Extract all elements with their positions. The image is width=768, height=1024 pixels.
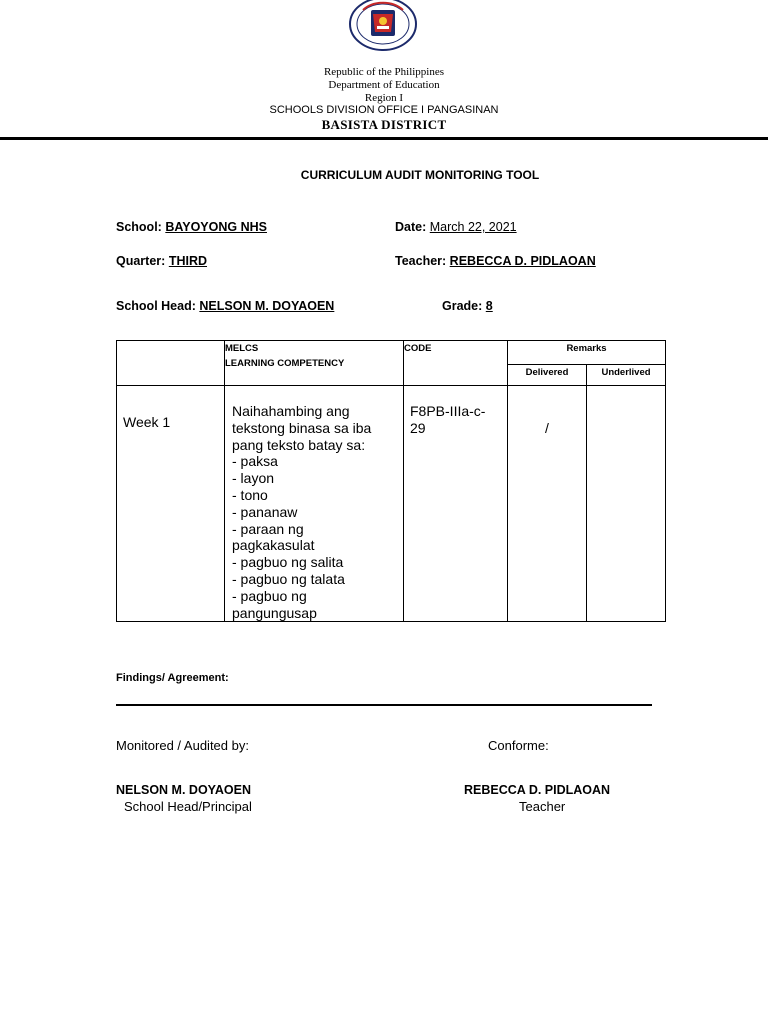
quarter-field <box>116 254 207 268</box>
competency-line: - pananaw <box>232 503 298 520</box>
competency-line: pang teksto batay sa: <box>232 436 366 453</box>
deped-seal <box>347 0 419 52</box>
header-code: CODE <box>404 341 508 386</box>
school-label: School: <box>116 220 162 234</box>
header-competency-label: LEARNING COMPETENCY <box>225 358 345 369</box>
competency-line: - layon <box>232 470 275 487</box>
findings-label: Findings/ Agreement: <box>116 672 229 684</box>
competency-line: pangungusap <box>232 604 317 621</box>
code-cell <box>404 386 508 622</box>
school-field <box>116 220 267 234</box>
header-remarks: Remarks <box>508 341 666 365</box>
grade-label: Grade: <box>442 299 483 313</box>
quarter-value: THIRD <box>168 254 208 268</box>
school-head-field <box>116 299 334 313</box>
teacher-field <box>395 254 596 268</box>
header-republic: Republic of the Philippines <box>323 66 445 78</box>
competency-line: - pagbuo ng salita <box>232 554 344 571</box>
competency-line: pagkakasulat <box>232 537 315 554</box>
header-district: BASISTA DISTRICT <box>321 117 447 132</box>
code-line: F8PB-IIIa-c- <box>410 403 486 419</box>
competency-line: tekstong binasa sa iba <box>232 419 372 436</box>
header-region: Region I <box>364 92 404 104</box>
competency-line: - pagbuo ng talata <box>232 570 345 587</box>
competency-line: Naihahambing ang <box>232 403 350 419</box>
competency-line: - paraan ng <box>232 520 304 537</box>
header-competency <box>225 341 404 386</box>
competency-line: - pagbuo ng <box>232 587 307 604</box>
date-label: Date: <box>395 220 427 234</box>
teacher-value: REBECCA D. PIDLAOAN <box>449 254 596 268</box>
header-melcs-label: MELCS <box>225 343 259 354</box>
date-value: March 22, 2021 <box>429 220 517 234</box>
competency-line: - tono <box>232 486 268 503</box>
header-divider <box>0 137 768 140</box>
header-division: SCHOOLS DIVISION OFFICE I PANGASINAN <box>269 104 499 116</box>
teacher-label: Teacher: <box>395 254 447 268</box>
underlived-cell <box>587 386 666 622</box>
school-head-signatory-role: School Head/Principal <box>124 799 252 814</box>
competency-cell <box>225 386 404 622</box>
competency-line: - paksa <box>232 453 278 470</box>
grade-field <box>442 299 493 313</box>
grade-value: 8 <box>485 299 493 313</box>
header-delivered: Delivered <box>508 365 587 386</box>
date-field <box>395 220 517 234</box>
header-empty-cell <box>117 341 225 386</box>
school-head-value: NELSON M. DOYAOEN <box>199 299 335 313</box>
week-cell: Week 1 <box>117 386 225 622</box>
findings-line <box>116 704 652 706</box>
conforme-label: Conforme: <box>488 738 549 753</box>
table-row <box>117 386 666 622</box>
school-value: BAYOYONG NHS <box>165 220 267 234</box>
code-line: 29 <box>410 419 426 436</box>
audit-table <box>116 340 666 622</box>
school-head-label: School Head: <box>116 299 196 313</box>
header-underlived: Underlived <box>587 365 666 386</box>
teacher-signatory-role: Teacher <box>519 799 566 814</box>
monitored-by-label: Monitored / Audited by: <box>116 738 249 753</box>
teacher-signatory-name: REBECCA D. PIDLAOAN <box>464 783 611 797</box>
quarter-label: Quarter: <box>116 254 166 268</box>
table-header-row <box>117 341 666 365</box>
document-title: CURRICULUM AUDIT MONITORING TOOL <box>300 168 540 182</box>
school-head-signatory-name: NELSON M. DOYAOEN <box>116 783 251 797</box>
delivered-cell: / <box>508 386 587 622</box>
header-department: Department of Education <box>328 79 440 91</box>
